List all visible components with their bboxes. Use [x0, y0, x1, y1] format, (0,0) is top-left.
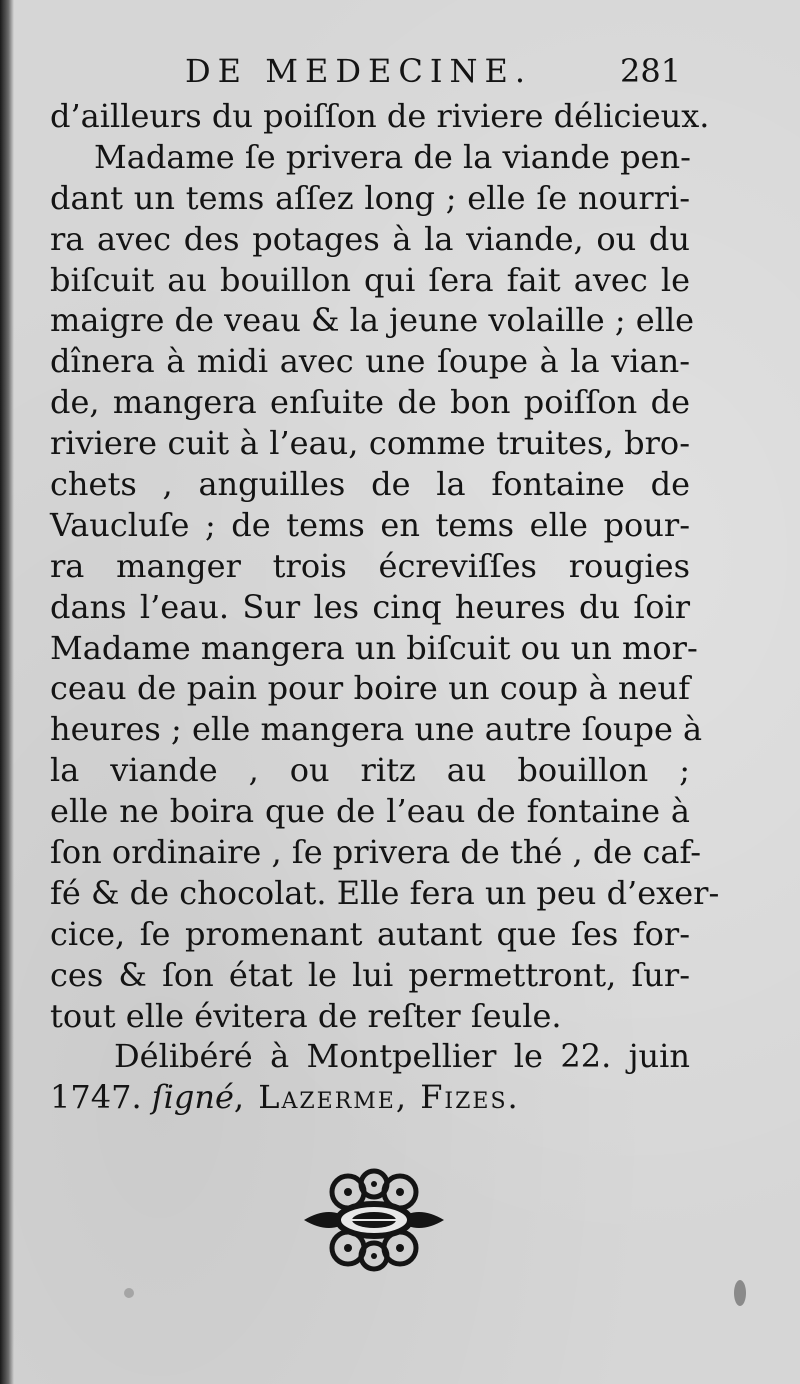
- text-line: maigre de veau & la jeune volaille ; elle: [50, 301, 695, 340]
- text-line: Madame mangera un biſcuit ou un mor-: [50, 628, 698, 667]
- running-head-title: DE MEDECINE.: [185, 52, 532, 90]
- text-line: ces & ſon état le lui permettront, ſur-: [50, 955, 690, 994]
- paper-stain: [734, 1280, 746, 1306]
- text-line: fé & de chocolat. Elle fera un peu d’exer-: [50, 873, 720, 912]
- page-gutter-shadow: [0, 0, 14, 1384]
- signatory-names: , Lazerme, Fizes.: [233, 1078, 520, 1117]
- text-line: dînera à midi avec une ſoupe à la vian-: [50, 342, 690, 381]
- signed-word: ſigné: [151, 1078, 234, 1117]
- text-line: d’ailleurs du poiſſon de riviere délicieux.: [50, 97, 710, 135]
- text-line: tout elle évitera de reſter ſeule.: [50, 996, 562, 1035]
- text-line: cice, ſe promenant autant que ſes for-: [50, 914, 690, 953]
- paper-stain: [124, 1288, 134, 1298]
- text-line: riviere cuit à l’eau, comme truites, bro-: [50, 424, 690, 463]
- text-line: ra manger trois écreviſſes rougies: [50, 546, 690, 585]
- text-line: chets , anguilles de la fontaine de: [50, 465, 690, 504]
- floral-ornament-icon: [298, 1168, 450, 1272]
- text-line: de, mangera enſuite de bon poiſſon de: [50, 383, 690, 422]
- text-line: dans l’eau. Sur les cinq heures du ſoir: [50, 587, 690, 626]
- text-line: ra avec des potages à la viande, ou du: [50, 219, 690, 258]
- text-line: dant un tems aſſez long ; elle ſe nourri-: [50, 178, 690, 217]
- text-line: heures ; elle mangera une autre ſoupe à: [50, 710, 703, 749]
- signature-year: 1747.: [50, 1078, 142, 1117]
- text-line: la viande , ou ritz au bouillon ;: [50, 751, 690, 790]
- text-line: elle ne boira que de l’eau de fontaine à: [50, 792, 690, 831]
- deliberation-line: Délibéré à Montpellier le 22. juin: [114, 1037, 690, 1076]
- running-head: [0, 52, 800, 98]
- body-text: [50, 96, 720, 1118]
- text-line: biſcuit au bouillon qui ſera fait avec le: [50, 260, 690, 299]
- signature-line: [50, 1077, 690, 1118]
- text-line: ſon ordinaire , ſe privera de thé , de caf-: [50, 833, 701, 872]
- page-number: 281: [620, 52, 682, 90]
- text-line: ceau de pain pour boire un coup à neuf: [50, 669, 690, 708]
- text-line: Vaucluſe ; de tems en tems elle pour-: [50, 505, 690, 544]
- text-line: Madame ſe privera de la viande pen-: [94, 137, 691, 176]
